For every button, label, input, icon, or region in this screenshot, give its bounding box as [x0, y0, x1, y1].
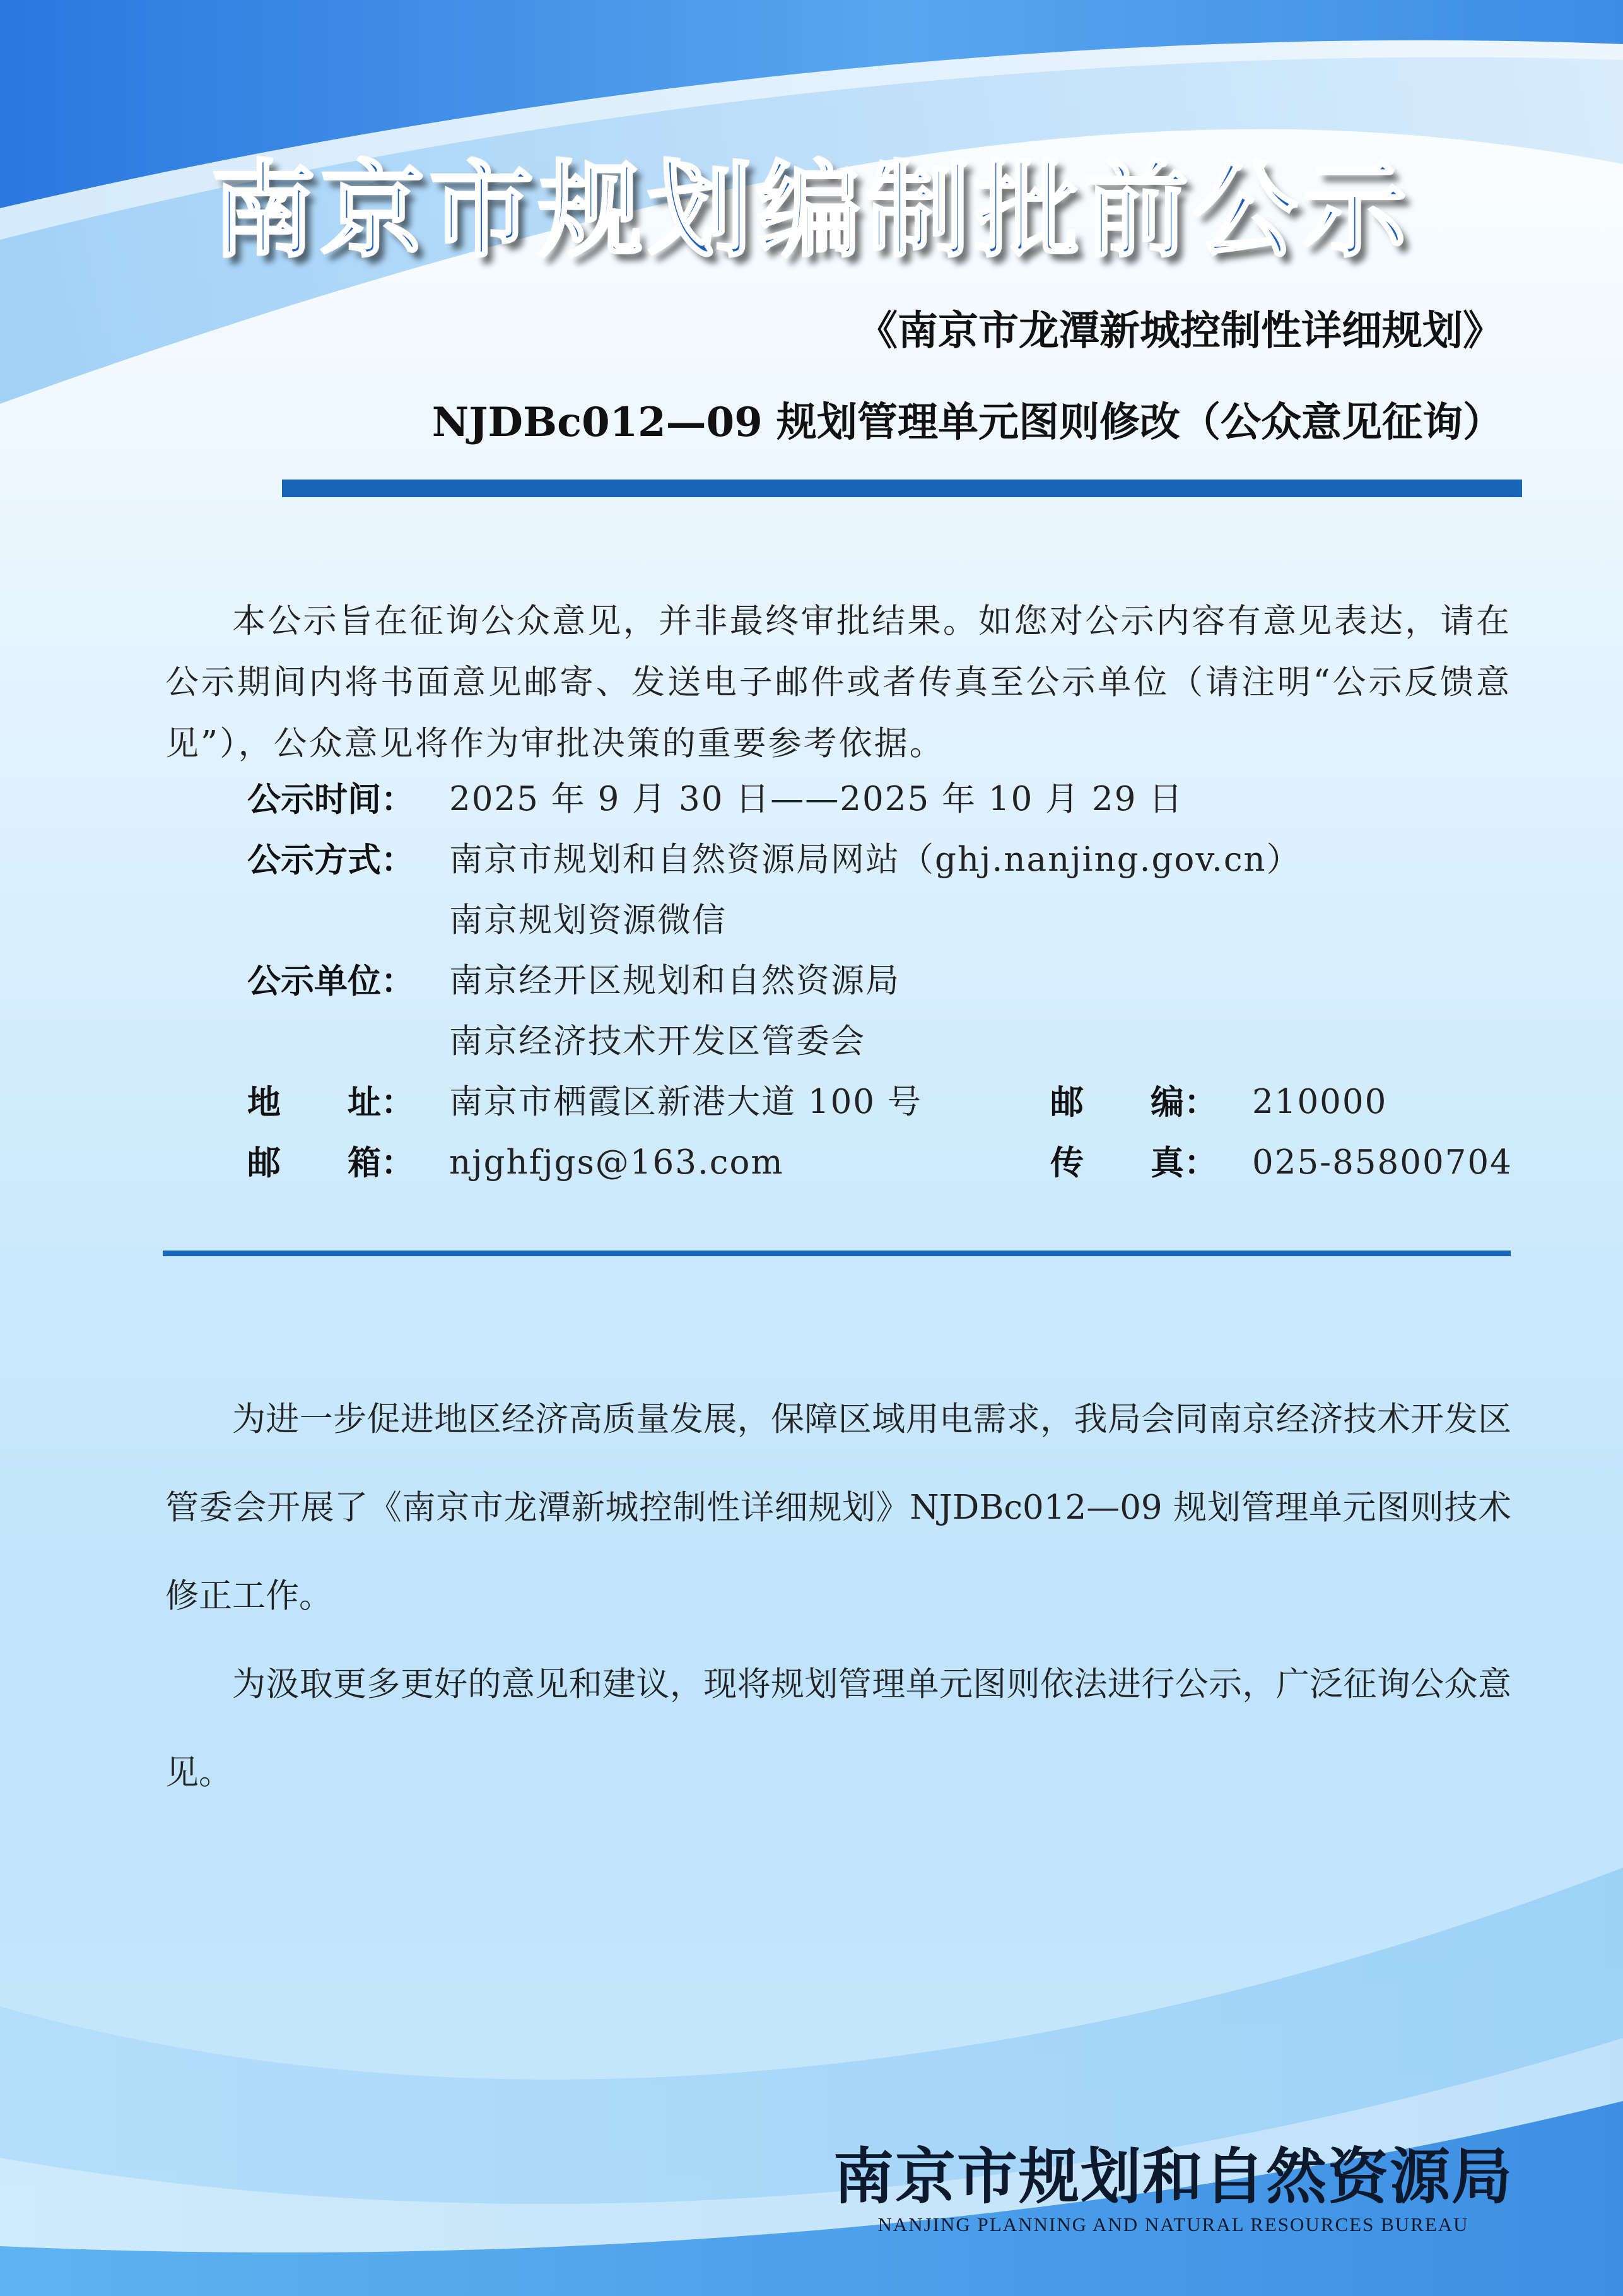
intro-paragraph: 本公示旨在征询公众意见，并非最终审批结果。如您对公示内容有意见表达，请在公示期间内将书面意见邮寄、发送电子邮件或者传真至公示单位（请注明“公示反馈意见”），公众意见将作为审批决策的重要参考依据。 — [165, 602, 1511, 763]
body-paragraph-1: 为进一步促进地区经济高质量发展，保障区域用电需求，我局会同南京经济技术开发区管委会开展了《南京市龙潭新城控制性详细规划》NJDBc012—09 规划管理单元图则技术修正工作。 — [165, 1400, 1511, 1615]
body-paragraph-2: 为汲取更多更好的意见和建议，现将规划管理单元图则依法进行公示，广泛征询公众意见。 — [165, 1665, 1511, 1792]
method-label: 公示方式： — [247, 840, 414, 880]
fax-label: 传 真： — [1050, 1143, 1217, 1182]
divider-middle — [163, 1251, 1511, 1256]
method-website: 南京市规划和自然资源局网站（ghj.nanjing.gov.cn） — [449, 840, 1301, 879]
period-label: 公示时间： — [247, 780, 414, 819]
email-label: 邮 箱： — [247, 1143, 414, 1182]
fax-value: 025-85800704 — [1252, 1143, 1513, 1182]
unit-value-2: 南京经济技术开发区管委会 — [449, 1022, 865, 1061]
footer-organization-en: NANJING PLANNING AND NATURAL RESOURCES BUREAU — [877, 2213, 1469, 2235]
postcode-value: 210000 — [1252, 1083, 1388, 1121]
divider-top — [282, 480, 1522, 497]
unit-label: 公示单位： — [247, 962, 414, 1001]
method-wechat: 南京规划资源微信 — [449, 901, 727, 939]
address-label: 地 址： — [247, 1083, 414, 1122]
unit-value-1: 南京经开区规划和自然资源局 — [449, 962, 900, 1000]
footer-organization: 南京市规划和自然资源局 — [833, 2141, 1513, 2212]
address-value: 南京市栖霞区新港大道 100 号 — [449, 1083, 922, 1121]
plan-name: 《南京市龙潭新城控制性详细规划》 — [857, 307, 1503, 355]
period-value: 2025 年 9 月 30 日——2025 年 10 月 29 日 — [449, 780, 1184, 818]
page-title: 南京市规划编制批前公示 — [211, 149, 1412, 271]
notice-subject: NJDBc012—09 规划管理单元图则修改（公众意见征询） — [431, 399, 1503, 446]
email-value: njghfjgs@163.com — [449, 1143, 784, 1182]
postcode-label: 邮 编： — [1050, 1083, 1217, 1122]
